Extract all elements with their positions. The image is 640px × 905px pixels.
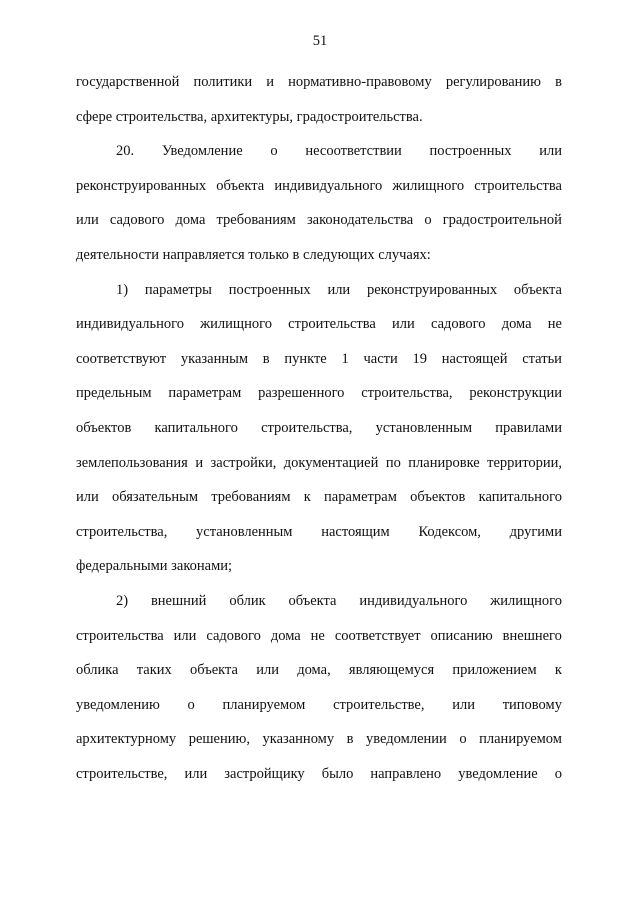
- text-line: строительстве, или застройщику было направлено уведомление о: [76, 765, 562, 782]
- text-line: облика таких объекта или дома, являющемуся приложением к: [76, 662, 562, 679]
- text-line: строительства или садового дома не соответствует описанию внешнего: [76, 627, 562, 644]
- text-line: реконструированных объекта индивидуального жилищного строительства: [76, 177, 562, 194]
- page-number: 51: [312, 33, 328, 49]
- text-line: государственной политики и нормативно-правовому регулированию в: [76, 74, 562, 90]
- text-line: строительства, установленным настоящим Кодексом, другими: [76, 523, 562, 540]
- text-line: деятельности направляется только в следующих случаях:: [76, 246, 431, 263]
- document-body: [76, 68, 562, 794]
- text-line: индивидуального жилищного строительства или садового дома не: [76, 316, 562, 333]
- text-line: или обязательным требованиям к параметрам объектов капитального: [76, 489, 562, 506]
- text-line: уведомлению о планируемом строительстве, или типовому: [76, 696, 562, 713]
- text-line: землепользования и застройки, документацией по планировке территории,: [76, 454, 562, 471]
- text-line: 1) параметры построенных или реконструированных объекта: [116, 281, 562, 298]
- text-line: или садового дома требованиям законодательства о градостроительной: [76, 212, 562, 229]
- text-line: предельным параметрам разрешенного строительства, реконструкции: [76, 385, 562, 402]
- text-line: объектов капитального строительства, установленным правилами: [76, 419, 562, 436]
- text-line: федеральными законами;: [76, 558, 233, 575]
- text-line: 20. Уведомление о несоответствии построенных или: [116, 143, 562, 160]
- text-line: архитектурному решению, указанному в уведомлении о планируемом: [76, 731, 562, 748]
- text-line: соответствуют указанным в пункте 1 части 19 настоящей статьи: [76, 350, 562, 367]
- text-line: 2) внешний облик объекта индивидуального жилищного: [116, 592, 562, 609]
- text-line: сфере строительства, архитектуры, градостроительства.: [76, 108, 423, 125]
